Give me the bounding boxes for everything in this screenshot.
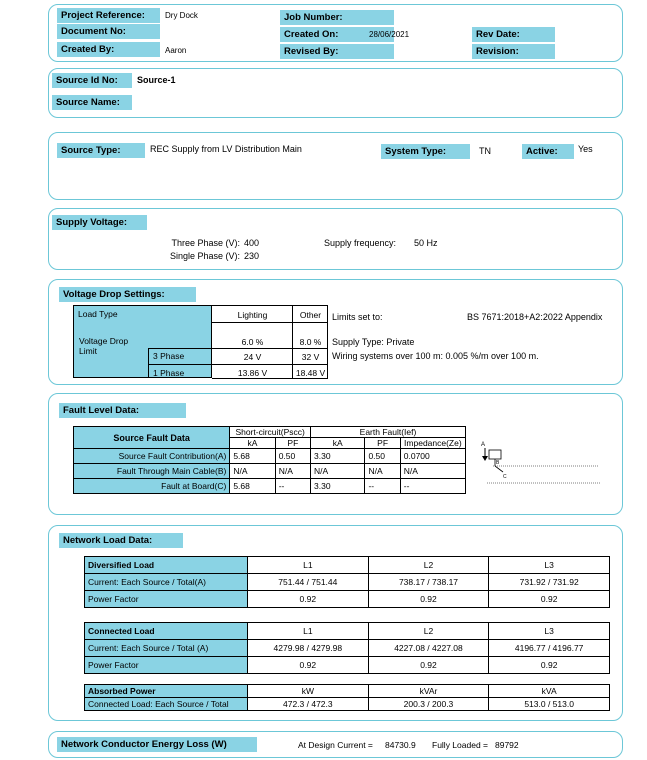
- row-label: Connected Load: Each Source / Total: [85, 698, 248, 711]
- cell: 0.92: [248, 657, 369, 674]
- three-phase-label: Three Phase (V):: [171, 238, 240, 248]
- rev-date-label: Rev Date:: [472, 27, 555, 42]
- table-row: [74, 449, 466, 464]
- source-type-value: REC Supply from LV Distribution Main: [150, 144, 302, 154]
- vd-row-line-2: [212, 364, 328, 365]
- cell: N/A: [365, 464, 400, 479]
- diagram-label-a: A: [481, 442, 486, 448]
- cell: 738.17 / 738.17: [368, 574, 489, 591]
- energy-loss-label: Network Conductor Energy Loss (W): [57, 737, 257, 752]
- other-pct: 8.0 %: [299, 337, 322, 347]
- supply-voltage-label: Supply Voltage:: [52, 215, 147, 230]
- cell: 3.30: [311, 449, 365, 464]
- revision-label: Revision:: [472, 44, 555, 59]
- single-phase-value: 230: [244, 251, 260, 261]
- row-label: Fault Through Main Cable(B): [74, 464, 230, 479]
- diversified-title: Diversified Load: [85, 557, 248, 574]
- table-row: [85, 657, 610, 674]
- row-label: Source Fault Contribution(A): [74, 449, 230, 464]
- cell: N/A: [230, 464, 275, 479]
- connected-load-table: [84, 622, 610, 674]
- cell: 0.92: [368, 657, 489, 674]
- l2-header: L2: [368, 623, 489, 640]
- cell: 0.92: [248, 591, 369, 608]
- one-other: 18.48 V: [295, 368, 326, 378]
- table-row: [85, 640, 610, 657]
- cell: 0.92: [368, 591, 489, 608]
- one-phase-row-label: 1 Phase: [153, 368, 185, 378]
- cell: 0.92: [489, 591, 610, 608]
- vd-row-line-1: [212, 348, 328, 349]
- pf-header: PF: [275, 438, 310, 449]
- absorbed-power-table: [84, 684, 610, 711]
- connected-title: Connected Load: [85, 623, 248, 640]
- project-reference-label: Project Reference:: [57, 8, 160, 23]
- network-load-panel: [48, 525, 623, 721]
- table-row: [74, 479, 466, 494]
- l1-header: L1: [248, 623, 369, 640]
- diagram-label-b: B: [496, 460, 500, 466]
- voltage-drop-panel: [48, 279, 623, 385]
- ka-header: kA: [230, 438, 275, 449]
- source-type-panel: [48, 132, 623, 200]
- one-lighting: 13.86 V: [237, 368, 268, 378]
- header-panel: [48, 4, 623, 62]
- cell: N/A: [275, 464, 310, 479]
- supply-type-text: Supply Type: Private: [332, 337, 415, 347]
- limits-value: BS 7671:2018+A2:2022 Appendix: [467, 312, 603, 322]
- fault-path-diagram: [479, 436, 609, 491]
- row-label: Power Factor: [85, 591, 248, 608]
- kw-header: kW: [248, 685, 369, 698]
- short-circuit-header: Short-circuit(Pscc): [230, 427, 311, 438]
- revised-by-label: Revised By:: [280, 44, 394, 59]
- cell: 513.0 / 513.0: [489, 698, 610, 711]
- source-fault-data-header: Source Fault Data: [74, 427, 230, 449]
- system-type-label: System Type:: [381, 144, 470, 159]
- source-id-value: Source-1: [137, 75, 176, 85]
- vd-subbox-divider: [148, 364, 212, 365]
- cell: 731.92 / 731.92: [489, 574, 610, 591]
- design-current-label: At Design Current =: [298, 740, 373, 750]
- single-phase-label: Single Phase (V):: [169, 251, 240, 261]
- cell: --: [275, 479, 310, 494]
- source-type-label: Source Type:: [57, 143, 145, 158]
- table-row: [85, 591, 610, 608]
- pf2-header: PF: [365, 438, 400, 449]
- row-label: Fault at Board(C): [74, 479, 230, 494]
- project-reference-value: Dry Dock: [165, 11, 198, 20]
- active-label: Active:: [522, 144, 574, 159]
- cell: 0.50: [275, 449, 310, 464]
- table-row: [85, 574, 610, 591]
- impedance-header: Impedance(Ze): [400, 438, 465, 449]
- voltage-drop-label: Voltage Drop Settings:: [59, 287, 196, 302]
- kva-header: kVA: [489, 685, 610, 698]
- supply-voltage-panel: [48, 208, 623, 270]
- cell: --: [400, 479, 465, 494]
- source-name-label: Source Name:: [52, 95, 132, 110]
- fault-table: [73, 426, 466, 494]
- frequency-value: 50 Hz: [414, 238, 438, 248]
- source-id-label: Source Id No:: [52, 73, 132, 88]
- cell: 751.44 / 751.44: [248, 574, 369, 591]
- diagram-label-c: C: [503, 474, 507, 480]
- l2-header: L2: [368, 557, 489, 574]
- three-phase-value: 400: [244, 238, 260, 248]
- fully-loaded-value: 89792: [495, 740, 519, 750]
- lighting-header: Lighting: [237, 310, 268, 320]
- cell: 4196.77 / 4196.77: [489, 640, 610, 657]
- job-number-label: Job Number:: [280, 10, 394, 25]
- cell: --: [365, 479, 400, 494]
- cell: 0.50: [365, 449, 400, 464]
- vd-header-line: [212, 322, 328, 323]
- created-on-label: Created On:: [280, 27, 394, 42]
- wiring-note: Wiring systems over 100 m: 0.005 %/m over 100 m.: [332, 351, 539, 361]
- network-load-label: Network Load Data:: [59, 533, 183, 548]
- fault-level-panel: [48, 393, 623, 515]
- load-type-label: Load Type: [78, 309, 118, 319]
- three-other: 32 V: [301, 352, 320, 362]
- cell: 200.3 / 200.3: [368, 698, 489, 711]
- earth-fault-header: Earth Fault(Ief): [311, 427, 466, 438]
- fully-loaded-label: Fully Loaded =: [432, 740, 488, 750]
- diversified-load-table: [84, 556, 610, 608]
- other-header: Other: [299, 310, 322, 320]
- l3-header: L3: [489, 623, 610, 640]
- cell: N/A: [400, 464, 465, 479]
- cell: 0.92: [489, 657, 610, 674]
- fault-level-label: Fault Level Data:: [59, 403, 186, 418]
- active-value: Yes: [578, 144, 593, 154]
- table-row: [74, 464, 466, 479]
- row-label: Current: Each Source / Total (A): [85, 640, 248, 657]
- energy-loss-panel: [48, 731, 623, 758]
- row-label: Power Factor: [85, 657, 248, 674]
- cell: 0.0700: [400, 449, 465, 464]
- cell: 4279.98 / 4279.98: [248, 640, 369, 657]
- created-on-value: 28/06/2021: [369, 30, 410, 39]
- three-phase-row-label: 3 Phase: [153, 351, 185, 361]
- frequency-label: Supply frequency:: [324, 238, 397, 248]
- cell: 5.68: [230, 449, 275, 464]
- ka2-header: kA: [311, 438, 365, 449]
- l1-header: L1: [248, 557, 369, 574]
- cell: N/A: [311, 464, 365, 479]
- cell: 5.68: [230, 479, 275, 494]
- cell: 4227.08 / 4227.08: [368, 640, 489, 657]
- design-current-value: 84730.9: [385, 740, 416, 750]
- source-panel: [48, 68, 623, 118]
- kvar-header: kVAr: [368, 685, 489, 698]
- document-no-label: Document No:: [57, 24, 160, 39]
- created-by-value: Aaron: [165, 46, 187, 55]
- cell: 3.30: [311, 479, 365, 494]
- vd-limit-label: Voltage Drop Limit: [79, 336, 129, 356]
- absorbed-title: Absorbed Power: [85, 685, 248, 698]
- system-type-value: TN: [479, 146, 491, 156]
- table-row: [85, 698, 610, 711]
- lighting-pct: 6.0 %: [241, 337, 264, 347]
- row-label: Current: Each Source / Total(A): [85, 574, 248, 591]
- limits-label: Limits set to:: [332, 312, 383, 322]
- three-lighting: 24 V: [243, 352, 262, 362]
- l3-header: L3: [489, 557, 610, 574]
- created-by-label: Created By:: [57, 42, 160, 57]
- cell: 472.3 / 472.3: [248, 698, 369, 711]
